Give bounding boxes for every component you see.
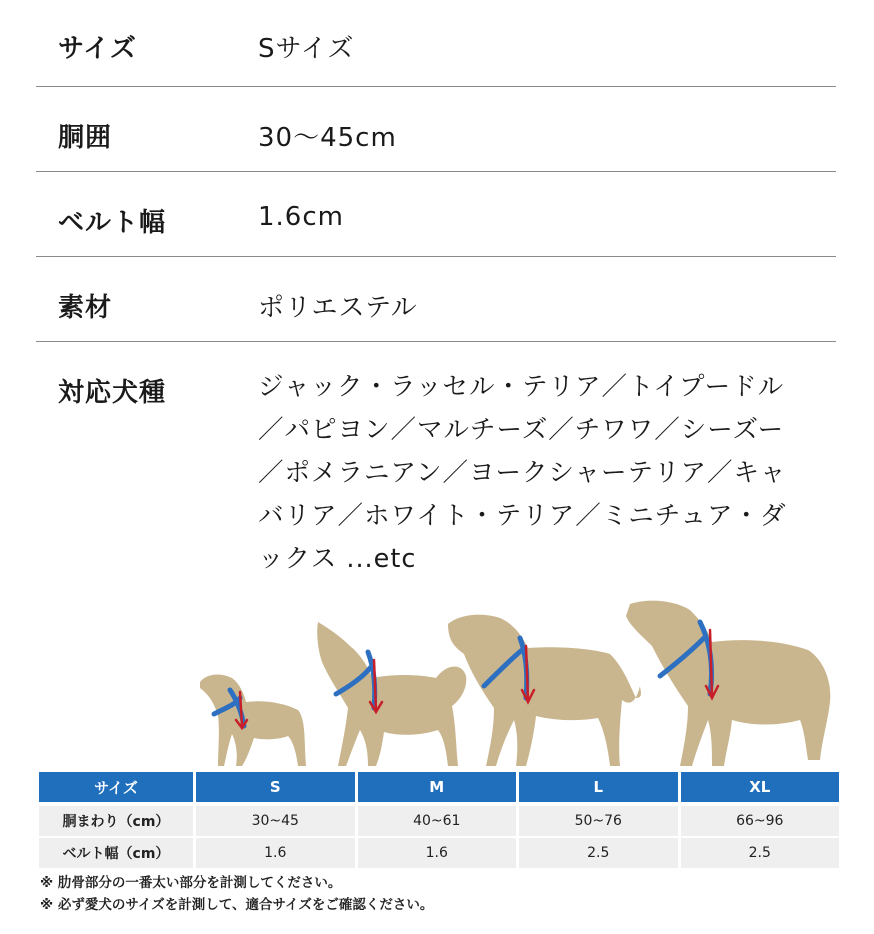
girth-cell: 30~45 [196,802,355,836]
girth-cell: 50~76 [519,802,678,836]
size-header-m: M [358,772,517,802]
belt-width-cell: 1.6 [358,836,517,868]
dog-s-figure [200,675,306,766]
spec-row-size [36,0,836,87]
spec-row-material [36,257,836,342]
belt-width-row [39,836,839,868]
girth-row [39,802,839,836]
belt-width-row-label: ベルト幅（cm） [39,836,193,868]
spec-row-belt-width [36,172,836,257]
spec-label: 対応犬種 [58,378,167,408]
spec-label: 胴囲 [58,123,113,153]
dog-xl-figure [626,601,830,766]
belt-width-cell: 2.5 [519,836,678,868]
belt-width-cell: 2.5 [681,836,840,868]
spec-label: 素材 [58,293,113,323]
spec-row-girth [36,87,836,172]
spec-value: Sサイズ [258,34,355,64]
girth-cell: 66~96 [681,802,840,836]
spec-label: サイズ [58,34,137,64]
spec-value: 1.6cm [258,202,344,232]
spec-label: ベルト幅 [58,208,167,238]
size-header-row [39,772,839,802]
spec-row-breeds [36,342,836,592]
girth-cell: 40~61 [358,802,517,836]
size-header-l: L [519,772,678,802]
note-line: ※ 肋骨部分の一番太い部分を計測してください。 [40,875,342,891]
size-header-s: S [196,772,355,802]
size-header-label: サイズ [39,772,193,802]
belt-width-cell: 1.6 [196,836,355,868]
spec-value: ジャック・ラッセル・テリア／トイプードル／パピヨン／マルチーズ／チワワ／シーズー／ポメラニアン／ヨークシャーテリア／キャバリア／ホワイト・テリア／ミニチュア・ダックス ...etc [258,372,787,574]
dog-m-figure [317,622,466,766]
dog-l-figure [448,615,641,766]
size-chart-table [36,772,842,868]
spec-table [36,0,836,592]
size-header-xl: XL [681,772,840,802]
spec-value: 30〜45cm [258,123,397,153]
note-line: ※ 必ず愛犬のサイズを計測して、適合サイズをご確認ください。 [40,897,434,913]
girth-row-label: 胴まわり（cm） [39,802,193,836]
spec-value: ポリエステル [258,293,418,323]
notes [40,872,433,916]
dog-size-illustration [0,590,874,772]
